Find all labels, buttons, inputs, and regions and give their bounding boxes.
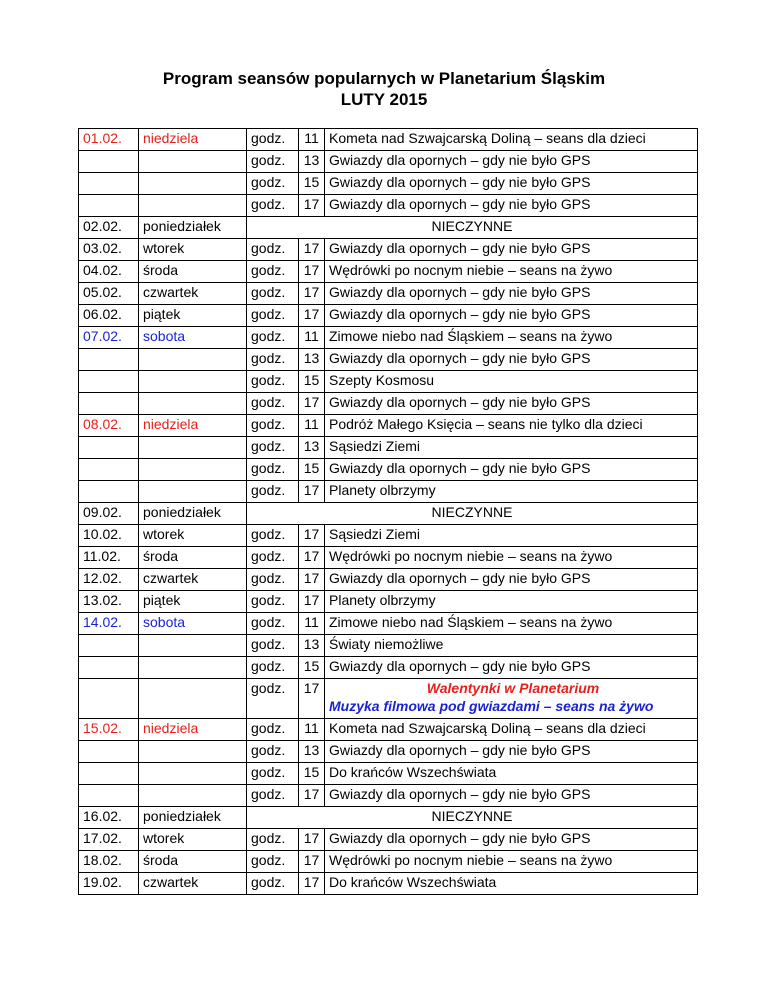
schedule-row — [79, 591, 698, 613]
schedule-row — [79, 195, 698, 217]
schedule-row — [79, 679, 698, 719]
hour-cell: 17 — [299, 873, 325, 895]
schedule-row — [79, 763, 698, 785]
hour-cell: 17 — [299, 569, 325, 591]
hour-label-cell: godz. — [247, 129, 299, 151]
schedule-row — [79, 371, 698, 393]
schedule-row — [79, 261, 698, 283]
hour-label-cell: godz. — [247, 173, 299, 195]
date-cell: 16.02. — [79, 807, 139, 829]
hour-cell: 17 — [299, 393, 325, 415]
show-title-cell: Zimowe niebo nad Śląskiem – seans na żywo — [325, 327, 698, 349]
date-cell: 02.02. — [79, 217, 139, 239]
weekday-cell — [139, 459, 247, 481]
show-title-cell: Gwiazdy dla opornych – gdy nie było GPS — [325, 741, 698, 763]
closed-cell: NIECZYNNE — [247, 503, 698, 525]
hour-label-cell: godz. — [247, 195, 299, 217]
weekday-cell: czwartek — [139, 283, 247, 305]
hour-label-cell: godz. — [247, 371, 299, 393]
date-cell: 03.02. — [79, 239, 139, 261]
show-title-cell: Gwiazdy dla opornych – gdy nie było GPS — [325, 459, 698, 481]
weekday-cell — [139, 481, 247, 503]
hour-label-cell: godz. — [247, 763, 299, 785]
hour-cell: 15 — [299, 459, 325, 481]
date-cell — [79, 763, 139, 785]
show-title-cell: Gwiazdy dla opornych – gdy nie było GPS — [325, 393, 698, 415]
hour-cell: 17 — [299, 525, 325, 547]
weekday-cell: poniedziałek — [139, 807, 247, 829]
weekday-cell — [139, 393, 247, 415]
hour-label-cell: godz. — [247, 785, 299, 807]
weekday-cell — [139, 741, 247, 763]
weekday-cell — [139, 195, 247, 217]
schedule-row — [79, 851, 698, 873]
schedule-row — [79, 741, 698, 763]
hour-cell: 17 — [299, 261, 325, 283]
schedule-row — [79, 393, 698, 415]
show-title-cell: Podróż Małego Księcia – seans nie tylko dla dzieci — [325, 415, 698, 437]
weekday-cell — [139, 173, 247, 195]
schedule-body — [79, 129, 698, 895]
schedule-row — [79, 305, 698, 327]
show-title-cell: Gwiazdy dla opornych – gdy nie było GPS — [325, 305, 698, 327]
hour-cell: 11 — [299, 129, 325, 151]
page-title: Program seansów popularnych w Planetarium Śląskim — [162, 69, 606, 88]
weekday-cell — [139, 635, 247, 657]
page-subtitle-month: LUTY 2015 — [340, 90, 428, 109]
show-title-cell: Sąsiedzi Ziemi — [325, 437, 698, 459]
weekday-cell: wtorek — [139, 239, 247, 261]
date-cell — [79, 635, 139, 657]
hour-label-cell: godz. — [247, 151, 299, 173]
hour-cell: 15 — [299, 371, 325, 393]
hour-label-cell: godz. — [247, 459, 299, 481]
special-event-title: Walentynki w Planetarium — [426, 680, 600, 696]
hour-label-cell: godz. — [247, 547, 299, 569]
schedule-row — [79, 349, 698, 371]
hour-cell: 11 — [299, 719, 325, 741]
schedule-row — [79, 785, 698, 807]
hour-cell: 17 — [299, 679, 325, 719]
date-cell: 18.02. — [79, 851, 139, 873]
show-title-cell: Gwiazdy dla opornych – gdy nie było GPS — [325, 195, 698, 217]
date-cell — [79, 393, 139, 415]
weekday-cell — [139, 437, 247, 459]
show-title-cell: Planety olbrzymy — [325, 481, 698, 503]
date-cell: 10.02. — [79, 525, 139, 547]
schedule-row — [79, 173, 698, 195]
date-cell: 01.02. — [79, 129, 139, 151]
hour-label-cell: godz. — [247, 415, 299, 437]
hour-cell: 17 — [299, 591, 325, 613]
weekday-cell — [139, 151, 247, 173]
date-cell — [79, 437, 139, 459]
date-cell: 17.02. — [79, 829, 139, 851]
hour-label-cell: godz. — [247, 635, 299, 657]
hour-label-cell: godz. — [247, 873, 299, 895]
schedule-row — [79, 481, 698, 503]
date-cell: 11.02. — [79, 547, 139, 569]
schedule-row — [79, 283, 698, 305]
schedule-row — [79, 829, 698, 851]
hour-cell: 13 — [299, 635, 325, 657]
hour-label-cell: godz. — [247, 327, 299, 349]
schedule-row — [79, 459, 698, 481]
weekday-cell: wtorek — [139, 525, 247, 547]
hour-label-cell: godz. — [247, 719, 299, 741]
show-title-cell: Gwiazdy dla opornych – gdy nie było GPS — [325, 283, 698, 305]
schedule-row — [79, 239, 698, 261]
hour-label-cell: godz. — [247, 613, 299, 635]
hour-cell: 17 — [299, 283, 325, 305]
show-title-cell: Do krańców Wszechświata — [325, 873, 698, 895]
closed-cell: NIECZYNNE — [247, 807, 698, 829]
show-title-cell: Wędrówki po nocnym niebie – seans na żywo — [325, 547, 698, 569]
date-cell — [79, 679, 139, 719]
schedule-row — [79, 437, 698, 459]
hour-cell: 13 — [299, 741, 325, 763]
schedule-row — [79, 657, 698, 679]
hour-label-cell: godz. — [247, 851, 299, 873]
date-cell — [79, 481, 139, 503]
weekday-cell — [139, 785, 247, 807]
schedule-row — [79, 525, 698, 547]
show-title-cell: Do krańców Wszechświata — [325, 763, 698, 785]
schedule-row — [79, 503, 698, 525]
schedule-row — [79, 719, 698, 741]
date-cell — [79, 173, 139, 195]
hour-cell: 15 — [299, 173, 325, 195]
date-cell: 07.02. — [79, 327, 139, 349]
weekday-cell: środa — [139, 547, 247, 569]
schedule-row — [79, 217, 698, 239]
schedule-row — [79, 569, 698, 591]
show-title-cell: Szepty Kosmosu — [325, 371, 698, 393]
hour-label-cell: godz. — [247, 569, 299, 591]
date-cell: 04.02. — [79, 261, 139, 283]
weekday-cell: piątek — [139, 591, 247, 613]
show-title-cell — [325, 679, 698, 719]
date-cell — [79, 371, 139, 393]
hour-cell: 11 — [299, 613, 325, 635]
schedule-row — [79, 613, 698, 635]
date-cell: 06.02. — [79, 305, 139, 327]
date-cell — [79, 657, 139, 679]
date-cell — [79, 349, 139, 371]
hour-label-cell: godz. — [247, 679, 299, 719]
show-title-cell: Wędrówki po nocnym niebie – seans na żywo — [325, 261, 698, 283]
hour-label-cell: godz. — [247, 283, 299, 305]
schedule-row — [79, 151, 698, 173]
date-cell — [79, 785, 139, 807]
date-cell: 12.02. — [79, 569, 139, 591]
show-title-cell: Gwiazdy dla opornych – gdy nie było GPS — [325, 785, 698, 807]
hour-label-cell: godz. — [247, 481, 299, 503]
weekday-cell — [139, 349, 247, 371]
hour-cell: 11 — [299, 327, 325, 349]
show-title-cell: Sąsiedzi Ziemi — [325, 525, 698, 547]
schedule-row — [79, 635, 698, 657]
show-title-cell: Kometa nad Szwajcarską Doliną – seans dla dzieci — [325, 129, 698, 151]
weekday-cell: czwartek — [139, 569, 247, 591]
show-title-cell: Gwiazdy dla opornych – gdy nie było GPS — [325, 569, 698, 591]
hour-label-cell: godz. — [247, 393, 299, 415]
hour-label-cell: godz. — [247, 591, 299, 613]
weekday-cell — [139, 763, 247, 785]
weekday-cell — [139, 679, 247, 719]
hour-cell: 17 — [299, 481, 325, 503]
weekday-cell: poniedziałek — [139, 217, 247, 239]
weekday-cell: środa — [139, 851, 247, 873]
hour-label-cell: godz. — [247, 437, 299, 459]
show-title-cell: Światy niemożliwe — [325, 635, 698, 657]
schedule-row — [79, 327, 698, 349]
schedule-row — [79, 873, 698, 895]
hour-cell: 17 — [299, 239, 325, 261]
weekday-cell: środa — [139, 261, 247, 283]
date-cell: 09.02. — [79, 503, 139, 525]
weekday-cell: czwartek — [139, 873, 247, 895]
date-cell: 15.02. — [79, 719, 139, 741]
hour-label-cell: godz. — [247, 525, 299, 547]
weekday-cell: wtorek — [139, 829, 247, 851]
hour-cell: 11 — [299, 415, 325, 437]
hour-label-cell: godz. — [247, 657, 299, 679]
hour-cell: 17 — [299, 195, 325, 217]
hour-label-cell: godz. — [247, 349, 299, 371]
date-cell: 13.02. — [79, 591, 139, 613]
date-cell: 14.02. — [79, 613, 139, 635]
hour-cell: 13 — [299, 437, 325, 459]
show-title-cell: Gwiazdy dla opornych – gdy nie było GPS — [325, 173, 698, 195]
weekday-cell: niedziela — [139, 719, 247, 741]
hour-cell: 17 — [299, 829, 325, 851]
hour-cell: 15 — [299, 657, 325, 679]
hour-cell: 13 — [299, 151, 325, 173]
schedule-row — [79, 415, 698, 437]
hour-label-cell: godz. — [247, 741, 299, 763]
hour-label-cell: godz. — [247, 261, 299, 283]
show-title-cell: Gwiazdy dla opornych – gdy nie było GPS — [325, 349, 698, 371]
show-title-cell: Kometa nad Szwajcarską Doliną – seans dla dzieci — [325, 719, 698, 741]
hour-cell: 13 — [299, 349, 325, 371]
schedule-row — [79, 547, 698, 569]
date-cell: 19.02. — [79, 873, 139, 895]
date-cell — [79, 195, 139, 217]
hour-cell: 17 — [299, 547, 325, 569]
weekday-cell: niedziela — [139, 129, 247, 151]
show-title-cell: Gwiazdy dla opornych – gdy nie było GPS — [325, 239, 698, 261]
hour-label-cell: godz. — [247, 239, 299, 261]
show-title-cell: Gwiazdy dla opornych – gdy nie było GPS — [325, 151, 698, 173]
hour-cell: 17 — [299, 785, 325, 807]
weekday-cell — [139, 657, 247, 679]
show-title-cell: Gwiazdy dla opornych – gdy nie było GPS — [325, 657, 698, 679]
schedule-row — [79, 807, 698, 829]
weekday-cell: sobota — [139, 327, 247, 349]
show-title-cell: Wędrówki po nocnym niebie – seans na żywo — [325, 851, 698, 873]
weekday-cell: poniedziałek — [139, 503, 247, 525]
show-title-cell: Zimowe niebo nad Śląskiem – seans na żywo — [325, 613, 698, 635]
hour-cell: 17 — [299, 305, 325, 327]
weekday-cell: piątek — [139, 305, 247, 327]
weekday-cell: sobota — [139, 613, 247, 635]
show-title-cell: Gwiazdy dla opornych – gdy nie było GPS — [325, 829, 698, 851]
schedule-table — [78, 128, 698, 895]
weekday-cell — [139, 371, 247, 393]
hour-cell: 15 — [299, 763, 325, 785]
special-event-subtitle: Muzyka filmowa pod gwiazdami – seans na żywo — [329, 698, 654, 714]
show-title-cell: Planety olbrzymy — [325, 591, 698, 613]
date-cell: 08.02. — [79, 415, 139, 437]
date-cell: 05.02. — [79, 283, 139, 305]
closed-cell: NIECZYNNE — [247, 217, 698, 239]
schedule-row — [79, 129, 698, 151]
date-cell — [79, 151, 139, 173]
hour-cell: 17 — [299, 851, 325, 873]
date-cell — [79, 741, 139, 763]
weekday-cell: niedziela — [139, 415, 247, 437]
hour-label-cell: godz. — [247, 305, 299, 327]
date-cell — [79, 459, 139, 481]
hour-label-cell: godz. — [247, 829, 299, 851]
